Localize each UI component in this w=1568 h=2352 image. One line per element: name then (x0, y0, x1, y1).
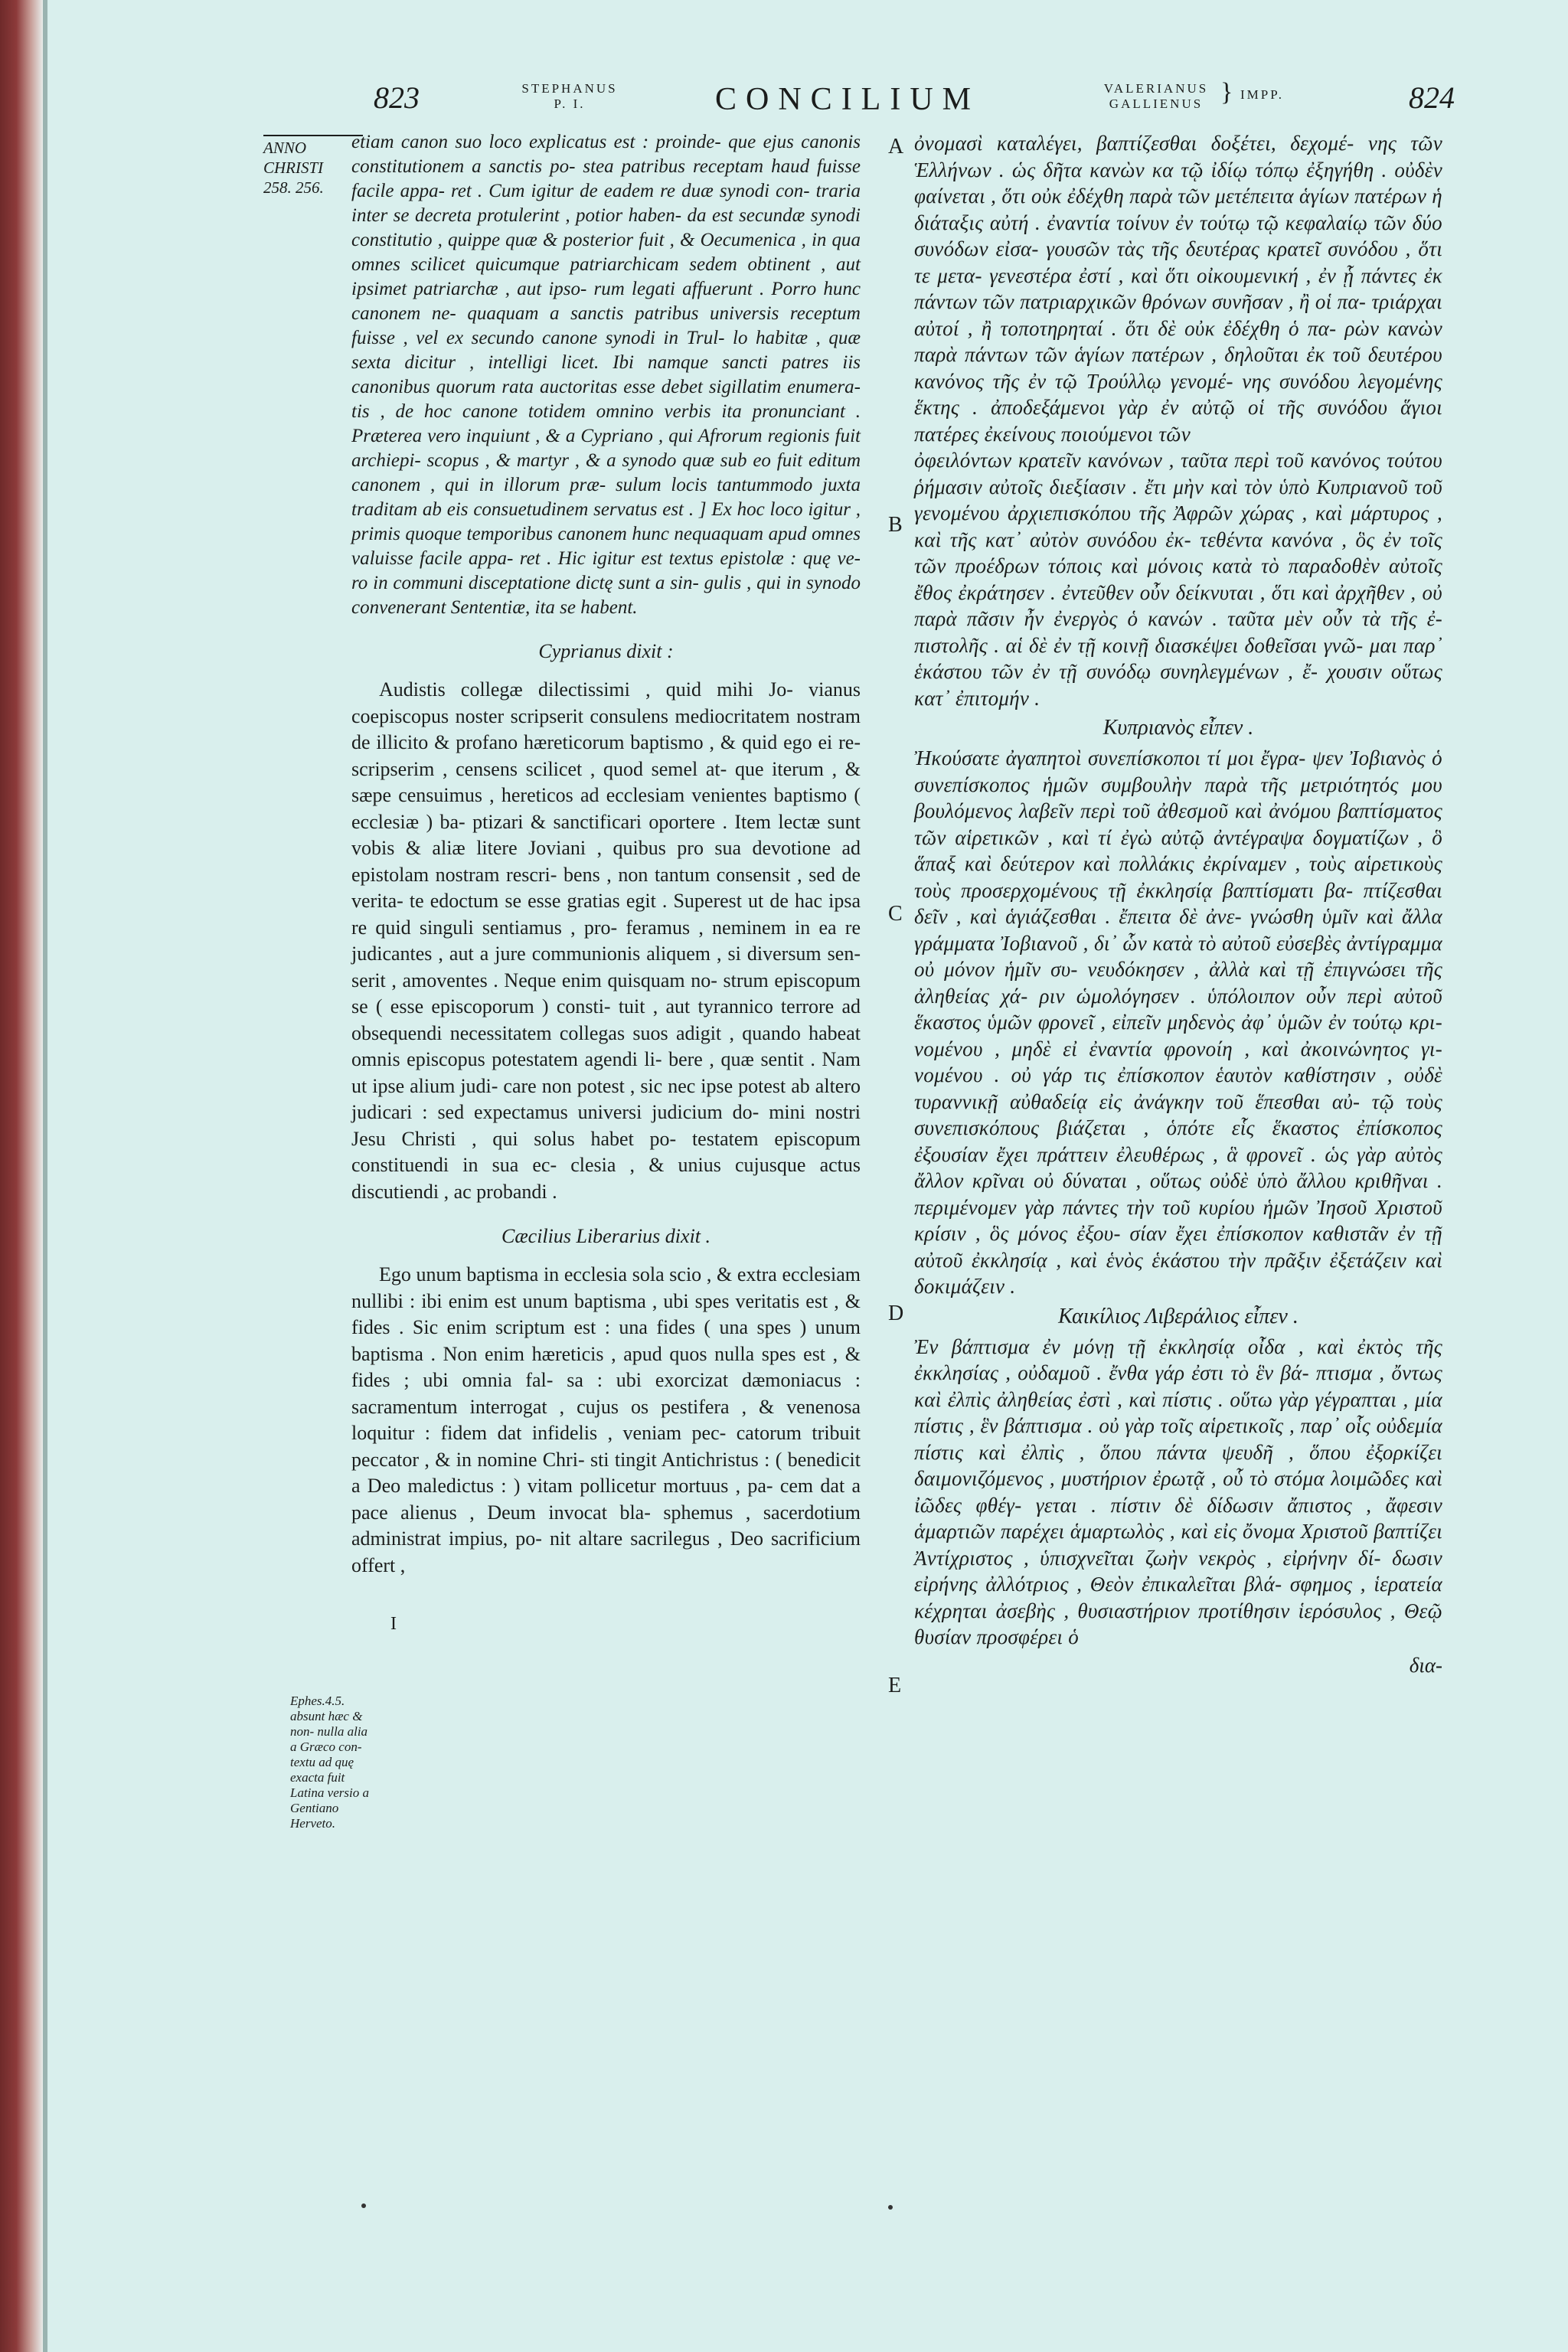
page-number-right: 824 (1409, 80, 1455, 115)
book-spine (0, 0, 43, 2352)
header-emperors-top: VALERIANUS (1103, 81, 1209, 96)
catchword: δια- (1409, 1653, 1442, 1677)
marker-b: B (888, 513, 903, 537)
greek-paragraph-a: ὀνομασὶ καταλέγει, βαπτίζεσθαι δοξέτει, δεχομέ- νης τῶν Ἑλλήνων . ὡς δῆτα κανὼν κα τῷ ἰδίῳ τόπῳ ἐξηγήθη . οὐδὲν φαίνεται , ὅτι οὐκ ἐδέχθη παρὰ τῶν μετέπειτα ἁγίων πατέρων ἡ διάταξις αὐτή . ἐναντία τοίνυν ἐν τούτῳ τῷ κεφαλαίῳ τῶν δύο συνόδων εἰσα- γουσῶν τὰς τῆς δευτέρας κρατεῖ συνόδου , ὅτι τε μετα- γενεστέρα ἐστί , καὶ ὅτι οἰκουμενική , ἐν ᾗ πάντες ἐκ πάντων τῶν πατριαρχικῶν θρόνων συνῆσαν , ἢ οἱ πα- τριάρχαι αὐτοί , ἢ τοποτηρηταί . ὅτι δὲ οὐκ ἐδέχθη ὁ πα- ρὼν κανὼν παρὰ πάντων τῶν ἁγίων πατέρων , δηλοῦται ἐκ τοῦ δευτέρου κανόνος τῆς ἐν τῷ Τρούλλῳ γενομέ- νης συνόδου λεγομένης ἕκτης . ἀποδεξάμενοι γὰρ ἐν αὐτῷ οἱ τῆς συνόδου ἅγιοι πατέρες ἐκείνους ποιούμενοι τῶν (914, 132, 1442, 446)
marker-a: A (888, 135, 904, 158)
marker-c: C (888, 902, 903, 926)
cyprian-heading-latin: Cyprianus dixit : (538, 640, 674, 662)
cyprian-paragraph-latin: Audistis collegæ dilectissimi , quid mihi Jo- vianus coepiscopus noster scripserit consulens mediocritatem nostram de illicito & profano hæreticorum baptismo , & quid ego ei re- scripserim , censens scilicet , quod semel at- que iterum , & sæpe censuimus , hereticos ad ecclesiam venientes baptismo ( ecclesiæ ) ba- ptizari & sanctificari oportere . Item lectæ sunt vobis & aliæ litere Joviani , quibus pro sua devotione ad epistolam nostram rescri- bens , non tantum consensit , sed de verita- te edoctum se esse gratias egit . Superest ut de hac ipsa re quid singuli sentiamus , pro- feramus , neminem in ea re judicantes , aut a jure communionis aliquem , si diversum sen- serit , amoventes . Neque enim quisquam no- strum episcopum se ( esse episcoporum ) consti- tuit , aut tyrannico terrore ad obsequendi necessitatem collegas suos adigit , quando habeat omnis episcopus potestatem agendi li- bere , quæ sentit . Nam ut ipse alium judi- care non potest , sic nec ipse potest ab altero judicari : sed expectamus universi judicium do- mini nostri Jesu Christi , qui solus habet po- testatem episcopum constituendi in sua ec- clesia , & unius cujusque actus discutiendi , ac probandi . (351, 678, 861, 1203)
greek-paragraph-c: Ἠκούσατε ἀγαπητοὶ συνεπίσκοποι τί μοι ἔγρα- ψεν Ἰοβιανὸς ὁ συνεπίσκοπος ἡμῶν συμβουλὴν παρὰ τῆς μετριότητός μου βουλόμενος λαβεῖν περὶ τοῦ ἀθεσμοῦ καὶ ἀνόμου βαπτίσματος τῶν αἱρετικῶν , καὶ τί ἐγὼ αὐτῷ ἀντέγραψα δογματίζων , ὃ ἅπαξ καὶ δεύτερον καὶ πολλάκις ἐκρίναμεν , τοὺς αἱρετικοὺς τοὺς προσερχομένους τῇ ἐκκλησίᾳ βαπτίσματι βα- πτίζεσθαι δεῖν , καὶ ἁγιάζεσθαι . ἔπειτα δὲ ἀνε- γνώσθη ὑμῖν καὶ ἄλλα γράμματα Ἰοβιανοῦ , δι᾽ ὧν κατὰ τὸ αὐτοῦ εὐσεβὲς ἀντίγραμμα οὐ μόνον ἡμῖν συ- νευδόκησεν , ἀλλὰ καὶ τῇ ἐπιγνώσει τῆς ἀληθείας χά- ριν ὡμολόγησεν . ὑπόλοιπον οὖν περὶ αὐτοῦ ἕκαστος ὑμῶν φρονεῖ , εἰπεῖν μηδενὸς ἀφ᾽ ὑμῶν ἐν τούτῳ κρι- νομένου , μηδὲ εἰ ἐναντία φρονοίη , καὶ ἀκοινώνητος γι- νομένου . οὐ γάρ τις ἐπίσκοπον ἑαυτὸν καθίστησιν , οὐδὲ τυραννικῇ αὐθαδείᾳ εἰς ἀνάγκην τοῦ ἕπεσθαι αὐ- τῷ τοὺς συνεπισκόπους βιάζεται , ὁπότε εἷς ἕκαστος ἐπίσκοπος ἐξουσίαν ἔχει πράττειν ἐλευθέρως , ἃ φρονεῖ . ὡς γὰρ αὐτὸς ἄλλον κρῖναι οὐ δύναται , οὕτως οὐδὲ ὑπὸ ἄλλου κριθῆναι . περιμένομεν γὰρ πάντες τὴν τοῦ κυρίου ἡμῶν Ἰησοῦ Χριστοῦ κρίσιν , ὃς μόνος ἐξου- σίαν ἔχει ἐπίσκοπον καθιστᾶν ἐν τῇ αὐτοῦ ἐκκλησίᾳ , καὶ ἑνὸς ἑκάστου τὴν πρᾶξιν ἐξετάζειν καὶ δοκιμάζειν . (914, 746, 1442, 1298)
header-title: CONCILIUM (715, 82, 980, 117)
caecilius-paragraph-latin: Ego unum baptisma in ecclesia sola scio , & extra ecclesiam nullibi : ibi enim est unum baptisma , ubi spes veritatis est , & fides . Sic enim scriptum est : una fides ( una spes ) unum baptisma . Non enim hæreticis , apud quos nulla spes est , & fides ; ubi omnia fal- sa : ubi exorcizat dæmoniacus : sacramentum interrogat , cujus os pestifera , & venenosa loquitur : fidem dat infidelis , veniam pec- catorum tribuit peccator , & in nomine Chri- sti tingit Antichristus : ( benedicit a Deo maledictus : ) vitam pollicetur mortuus , pa- cem dat a pace alienus , Deum invocat bla- sphemus , sacerdotium administrat impius, po- nit altare sacrilegus , Deo sacrificium offert , (351, 1263, 861, 1576)
running-header (49, 77, 1568, 130)
header-author-top: STEPHANUS (521, 81, 618, 96)
cyprian-heading-greek: Κυπριανὸς εἶπεν . (1102, 716, 1254, 740)
caecilius-heading-latin: Cæcilius Liberarius dixit . (501, 1225, 711, 1247)
page (49, 0, 1568, 2352)
latin-intro-paragraph: etiam canon suo loco explicatus est : proinde- que ejus canonis constitutionem a sanctis po- stea patribus receptam haud fuisse facile appa- ret . Cum igitur de eadem re duæ synodi con- traria inter se decreta protulerint , potior haben- da est secundæ synodi constitutio , quippe quæ & posterior fuit , & Oecumenica , in qua omnes scilicet quicumque patriarchicam sedem obtinent , aut ipsimet patriarchæ , aut ipso- rum legati affuerunt . Porro hunc canonem ne- quaquam a sanctis patribus universis receptum fuisse , vel ex secundo canone synodi in Trul- lo habitæ , quæ sexta dicitur , intelligi licet. Ibi namque sancti patres iis canonibus quorum rata auctoritas esse debet sigillatim enumera- tis , de hoc canone totidem omnino verbis ita pronunciant . Præterea vero inquiunt , & a Cypriano , qui Afrorum regionis fuit archiepi- scopus , & martyr , & a synodo quæ sub eo fuit editum canonem , qui in illorum præ- sulum locis tantummodo juxta traditam ab eis consuetudinem servatus est . ] Ex hoc loco igitur , primis quoque temporibus canonem hunc nequaquam apud omnes valuisse facile appa- ret . Hic igitur est textus epistolæ : quę ve- ro in communi disceptatione dictę sunt a sin- gulis , qui in synodo convenerant Sententiæ, ita se habent. (351, 132, 861, 618)
marginal-sidenote: Ephes.4.5. absunt hæc & non- nulla alia a Græco con- textu ad quę exacta fuit Latina versio a Gentiano Herveto. (290, 1694, 369, 1831)
marker-e: E (888, 1674, 902, 1697)
margin-years: 258. 256. (263, 178, 324, 197)
marker-d: D (888, 1302, 904, 1325)
header-author (508, 81, 631, 112)
margin-christi: CHRISTI (263, 158, 324, 177)
header-emperors-bottom: GALLIENUS (1109, 96, 1204, 111)
greek-paragraph-e: Ἐν βάπτισμα ἐν μόνῃ τῇ ἐκκλησίᾳ οἶδα , καὶ ἐκτὸς τῆς ἐκκλησίας , οὐδαμοῦ . ἔνθα γάρ ἐστι τὸ ἓν βά- πτισμα , ὄντως καὶ ἐλπὶς ἀληθείας ἐστὶ , καὶ πίστις . οὕτω γὰρ γέγραπται , μία πίστις , ἓν βάπτισμα . οὐ γὰρ τοῖς αἱρετικοῖς , παρ᾽ οἷς οὐδεμία πίστις καὶ ἐλπὶς , ὅπου πάντα ψευδῆ , ὅπου ἐξορκίζει δαιμονιζόμενος , μυστήριον ἐρωτᾷ , οὗ τὸ στόμα λοιμῶδες καὶ ἰῶδες φθέγ- γεται . πίστιν δὲ δίδωσιν ἄπιστος , ἄφεσιν ἁμαρτιῶν παρέχει ἁμαρτωλὸς , καὶ εἰς ὄνομα Χριστοῦ βαπτίζει Ἀντίχριστος , ὑπισχνεῖται ζωὴν νεκρὸς , εἰρήνην δί- δωσιν εἰρήνης ἀλλότριος , Θεὸν ἐπικαλεῖται βλά- σφημος , ἱερατεία κέχρηται ἀσεβὴς , θυσιαστήριον προτίθησιν ἱερόσυλος , Θεῷ θυσίαν προσφέρει ὁ (914, 1334, 1442, 1648)
latin-column (351, 130, 861, 1579)
greek-paragraph-b: ὀφειλόντων κρατεῖν κανόνων , ταῦτα περὶ τοῦ κανόνος τούτου ῥήμασιν αὐτοῖς διεξίασιν . ἔτι μὴν καὶ τὸν ὑπὸ Κυπριανοῦ τοῦ γενομένου ἀρχιεπισκόπου τῆς Ἀφρῶν χώρας , καὶ μάρτυρος , καὶ τῆς κατ᾽ αὐτὸν συνόδου ἐκ- τεθέντα κανόνα , ὃς ἐν τοῖς τῶν προέδρων τόποις καὶ μόνοις κατὰ τὸ παραδοθὲν αὐτοῖς ἔθος ἐκράτησεν . ἐντεῦθεν οὖν δείκνυται , ὅτι καὶ ἀρχῆθεν , οὐ παρὰ πᾶσιν ἦν ἐνεργὸς ὁ κανών . ταῦτα μὲν οὖν τὰ τῆς ἐ- πιστολῆς . αἱ δὲ ἐν τῇ κοινῇ διασκέψει δοθεῖσαι γνῶ- μαι παρ᾽ ἑκάστου τῶν ἐν τῇ συνόδῳ συνηλεγμένων , ἔ- χουσιν οὕτως κατ᾽ ἐπιτομήν . (914, 449, 1442, 710)
header-emperors (1095, 81, 1217, 112)
margin-rule (263, 135, 363, 136)
header-impp: IMPP. (1240, 87, 1285, 102)
section-number: I (390, 1614, 397, 1634)
page-number-left: 823 (374, 80, 420, 115)
page-speck (888, 2205, 893, 2210)
page-speck (361, 2203, 366, 2208)
header-author-bottom: P. I. (554, 96, 586, 111)
caecilius-heading-greek: Καικίλιος Λιβεράλιος εἶπεν . (1058, 1304, 1298, 1328)
margin-anno: ANNO (263, 139, 307, 157)
greek-column (914, 130, 1442, 1677)
brace-glyph: } (1220, 78, 1233, 106)
